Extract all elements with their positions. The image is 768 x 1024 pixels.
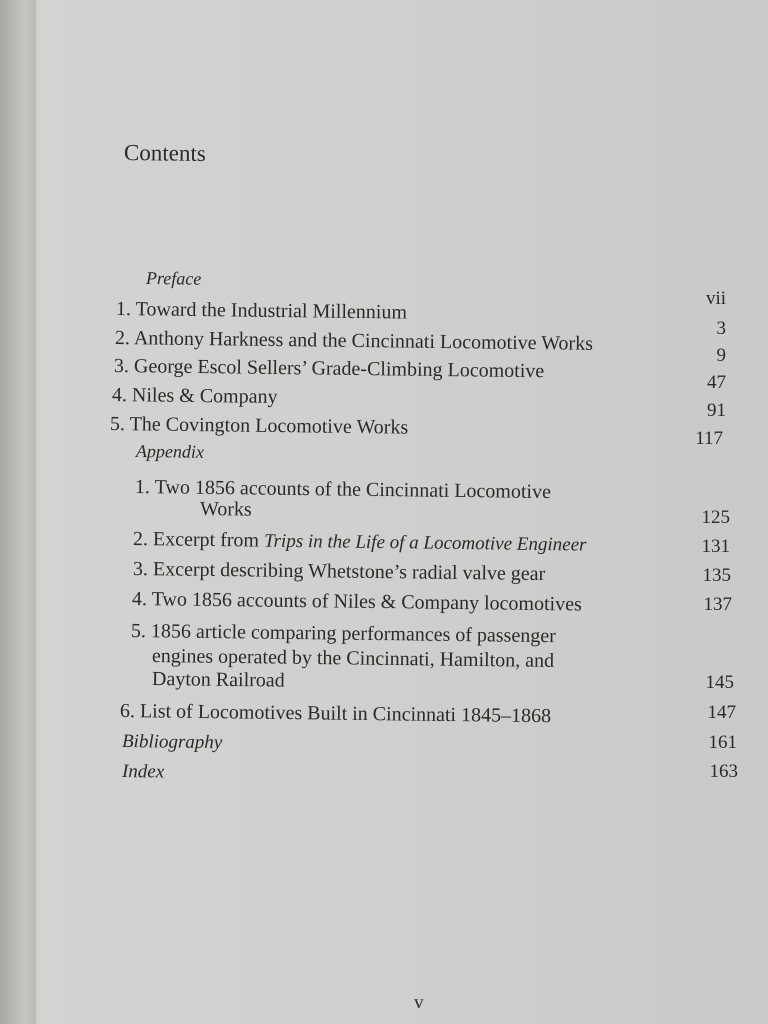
item-title: Two 1856 accounts of the Cincinnati Locomotive: [154, 476, 552, 504]
item-number: 1.: [134, 476, 151, 499]
toc-appendix-5-cont: engines operated by the Cincinnati, Hamilton, and: [151, 645, 555, 672]
toc-appendix-1-cont: Works: [199, 498, 252, 521]
chapter-number: 4.: [111, 384, 128, 407]
folio: v: [413, 992, 424, 1014]
chapter-number: 1.: [115, 298, 132, 321]
page-number: 9: [716, 345, 726, 366]
toc-chapter-1: [116, 298, 407, 325]
item-number: 3.: [132, 558, 149, 581]
item-title-italic: Trips in the Life of a Locomotive Engineer: [263, 530, 587, 556]
page-number: 145: [705, 672, 734, 693]
toc-appendix: Appendix: [135, 441, 205, 462]
chapter-title: The Covington Locomotive Works: [129, 413, 409, 439]
page-number: 147: [707, 702, 736, 723]
chapter-number: 3.: [113, 355, 130, 378]
toc-chapter-2: [115, 327, 593, 356]
toc-chapter-5: [110, 413, 408, 440]
page-number: 3: [716, 318, 726, 339]
toc-appendix-5-cont: Dayton Railroad: [151, 668, 285, 692]
page-gutter: [0, 0, 36, 1024]
chapter-title: George Escol Sellers’ Grade-Climbing Locomotive: [133, 355, 545, 383]
toc-list-locomotives: [120, 700, 551, 728]
chapter-number: 2.: [114, 327, 131, 350]
item-number: 6.: [119, 700, 136, 723]
toc-appendix-2: [133, 528, 587, 557]
item-title: 1856 article comparing performances of passenger: [150, 620, 556, 648]
item-number: 4.: [131, 588, 148, 611]
item-title: Two 1856 accounts of Niles & Company locomotives: [151, 588, 582, 616]
page-number: 161: [708, 732, 737, 753]
toc-chapter-3: [114, 355, 545, 383]
page-number: 117: [695, 428, 723, 449]
page-number: vii: [705, 288, 726, 309]
toc-chapter-4: [112, 384, 278, 409]
toc-index: Index: [121, 761, 165, 783]
page-number: 137: [703, 594, 732, 615]
toc-appendix-4: [132, 588, 582, 616]
toc-preface: Preface: [145, 268, 202, 289]
item-number: 2.: [132, 528, 149, 551]
page-number: 47: [707, 372, 726, 393]
page-number: 131: [701, 536, 730, 557]
toc-appendix-5: [131, 620, 556, 648]
toc-appendix-1: [135, 476, 551, 504]
page-number: 125: [701, 507, 730, 528]
item-title: Excerpt from: [152, 528, 260, 552]
toc-bibliography: Bibliography: [121, 731, 223, 754]
chapter-title: Niles & Company: [131, 384, 278, 409]
page-number: 163: [709, 761, 738, 782]
page-title: Contents: [123, 140, 206, 166]
item-title: List of Locomotives Built in Cincinnati 1845–1868: [139, 700, 552, 728]
toc-appendix-3: [133, 558, 546, 586]
chapter-title: Toward the Industrial Millennium: [135, 298, 408, 324]
item-title: Excerpt describing Whetstone’s radial valve gear: [152, 558, 546, 586]
page-number: 91: [707, 400, 726, 421]
chapter-title: Anthony Harkness and the Cincinnati Locomotive Works: [133, 327, 594, 355]
chapter-number: 5.: [109, 413, 126, 436]
item-number: 5.: [130, 620, 147, 643]
page-number: 135: [702, 565, 731, 586]
